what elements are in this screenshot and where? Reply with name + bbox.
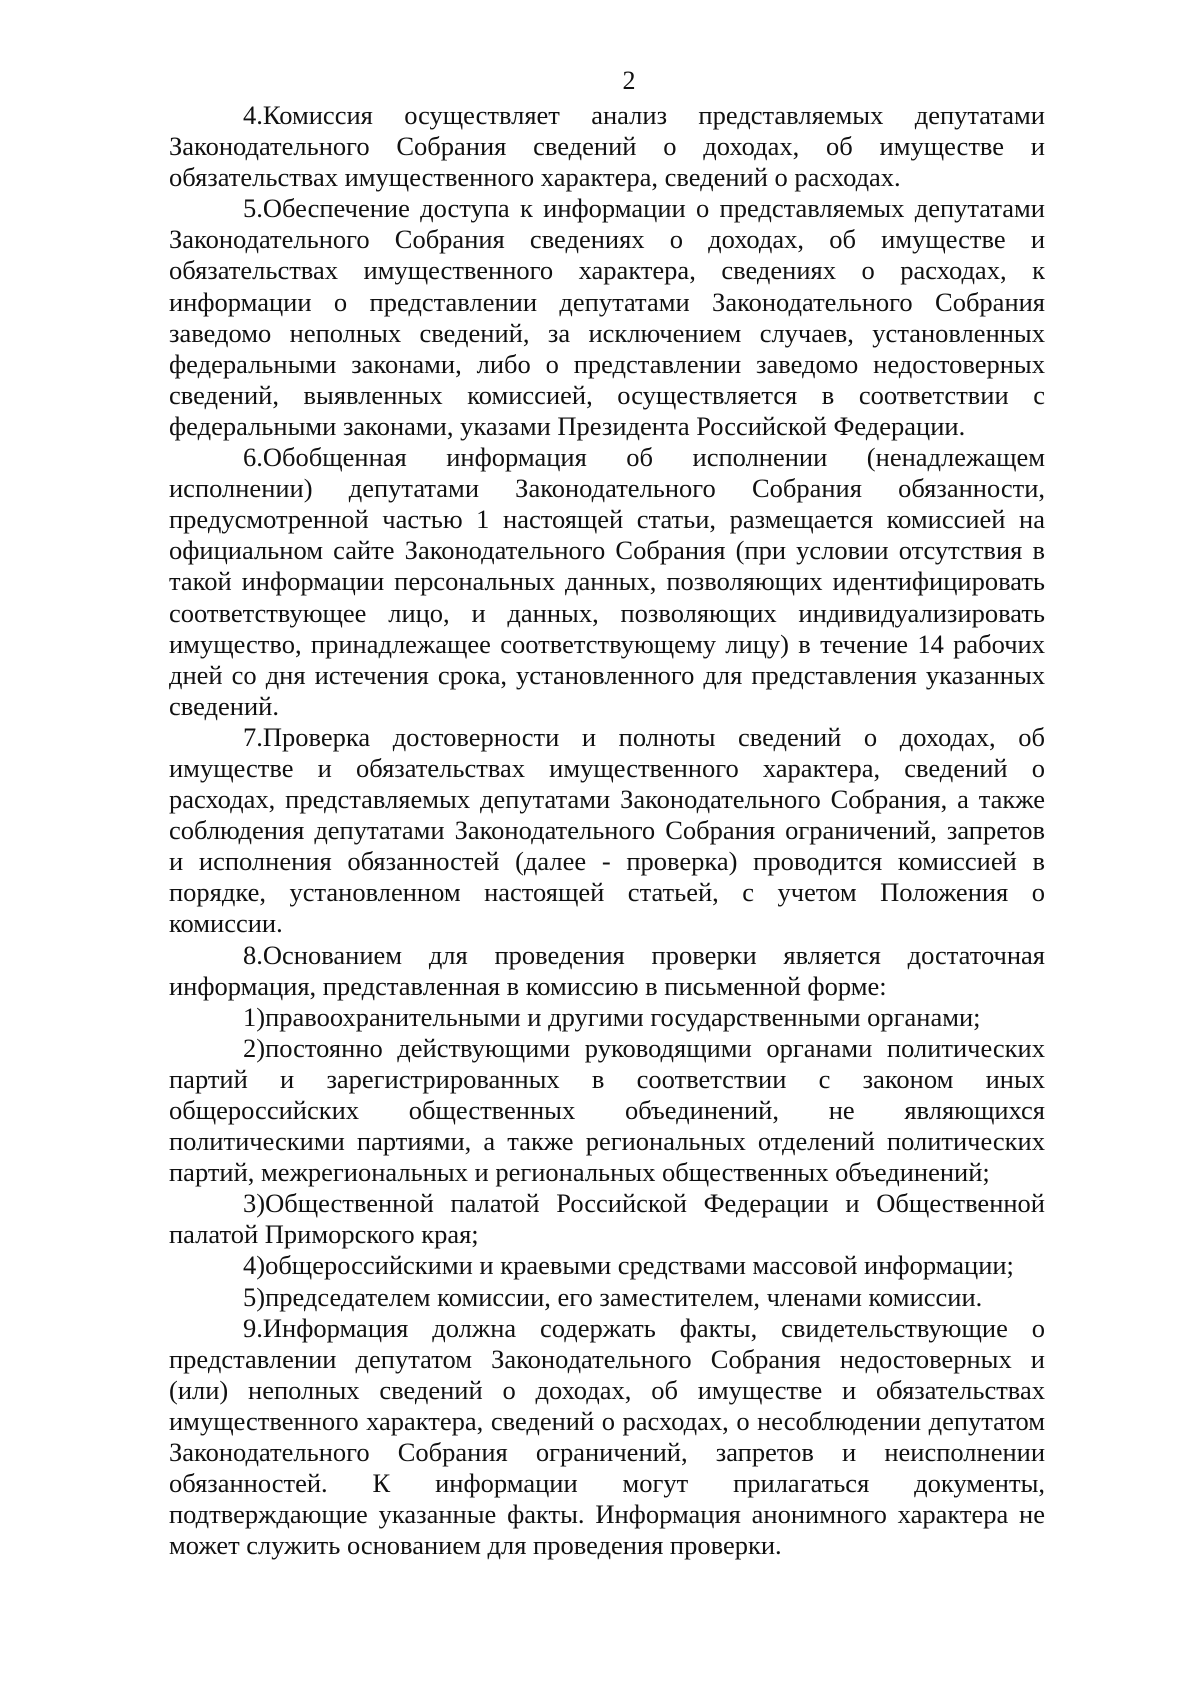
subparagraph-3: 3)Общественной палатой Российской Федерации и Общественной палатой Приморского края; — [169, 1188, 1045, 1250]
subparagraph-2: 2)постоянно действующими руководящими органами политических партий и зарегистрированных в соответствии с законом иных общероссийских общественных объединений, не являющихся политическими партиями, а также региональных отделений политических партий, межрегиональных и региональных общественных объединений; — [169, 1032, 1045, 1188]
paragraph-item-6: 6.Обобщенная информация об исполнении (ненадлежащем исполнении) депутатами Законодательного Собрания обязанности, предусмотренной частью 1 настоящей статьи, размещается комиссией на официальном сайте Законодательного Собрания (при условии отсутствия в такой информации персональных данных, позволяющих идентифицировать соответствующее лицо, и данных, позволяющих индивидуализировать имущество, принадлежащее соответствующему лицу) в течение 14 рабочих дней со дня истечения срока, установленного для представления указанных сведений. — [169, 442, 1045, 721]
paragraph-item-5: 5.Обеспечение доступа к информации о представляемых депутатами Законодательного Собрания сведениях о доходах, об имуществе и обязательствах имущественного характера, сведениях о расходах, к информации о представлении депутатами Законодательного Собрания заведомо неполных сведений, за исключением случаев, установленных федеральными законами, либо о представлении заведомо недостоверных сведений, выявленных комиссией, осуществляется в соответствии с федеральными законами, указами Президента Российской Федерации. — [169, 193, 1045, 441]
paragraph-item-7: 7.Проверка достоверности и полноты сведений о доходах, об имуществе и обязательствах имущественного характера, сведений о расходах, представляемых депутатами Законодательного Собрания, а также соблюдения депутатами Законодательного Собрания ограничений, запретов и исполнения обязанностей (далее - проверка) проводится комиссией в порядке, установленном настоящей статьей, с учетом Положения о комиссии. — [169, 721, 1045, 939]
subparagraph-1: 1)правоохранительными и другими государственными органами; — [243, 1001, 981, 1032]
document-body — [169, 100, 1045, 1561]
subparagraph-4: 4)общероссийскими и краевыми средствами массовой информации; — [243, 1250, 1014, 1281]
paragraph-item-9: 9.Информация должна содержать факты, свидетельствующие о представлении депутатом Законодательного Собрания недостоверных и (или) неполных сведений о доходах, об имуществе и обязательствах имущественного характера, сведений о расходах, о несоблюдении депутатом Законодательного Собрания ограничений, запретов и неисполнении обязанностей. К информации могут прилагаться документы, подтверждающие указанные факты. Информация анонимного характера не может служить основанием для проведения проверки. — [169, 1312, 1045, 1561]
page-number: 2 — [622, 66, 636, 95]
paragraph-item-4: 4.Комиссия осуществляет анализ представляемых депутатами Законодательного Собрания сведений о доходах, об имуществе и обязательствах имущественного характера, сведений о расходах. — [169, 100, 1045, 193]
paragraph-item-8: 8.Основанием для проведения проверки является достаточная информация, представленная в комиссию в письменной форме: — [169, 939, 1045, 1001]
subparagraph-5: 5)председателем комиссии, его заместителем, членами комиссии. — [243, 1281, 983, 1312]
